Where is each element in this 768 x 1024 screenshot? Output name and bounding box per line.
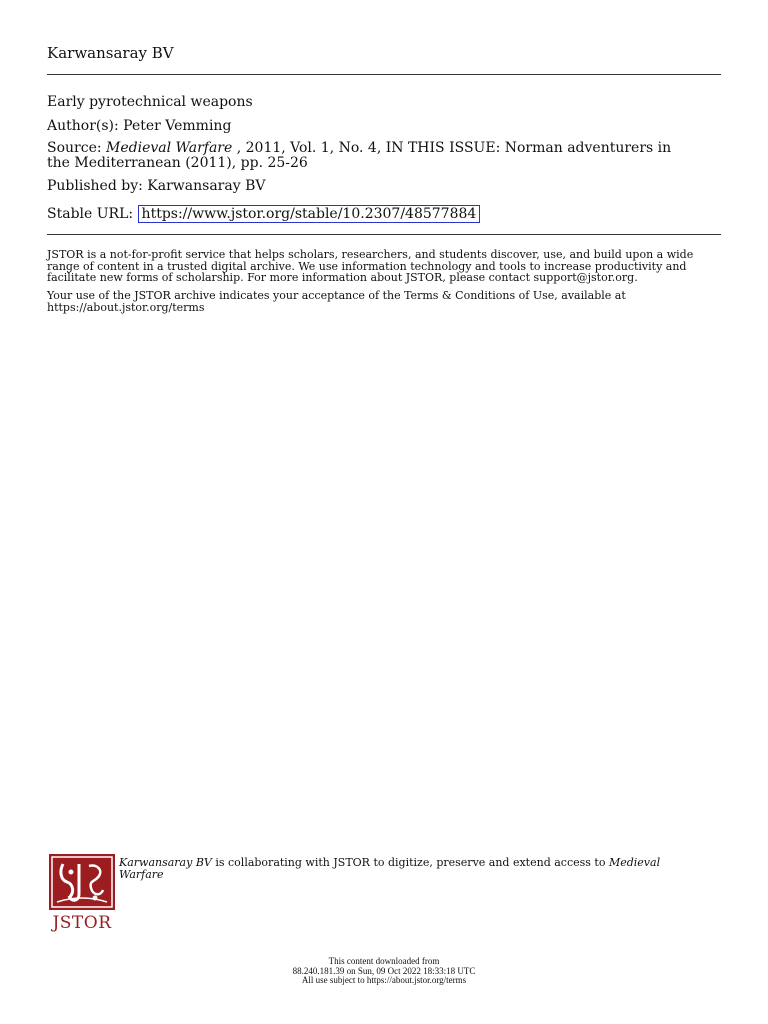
meta-divider: [47, 234, 721, 235]
download-footer: [184, 957, 584, 986]
notice-line: range of content in a trusted digital archive. We use information technology and tools to increase productivity and: [47, 259, 687, 273]
terms-line: Your use of the JSTOR archive indicates your acceptance of the Terms & Conditions of Use, available at: [47, 289, 626, 302]
terms-url[interactable]: https://about.jstor.org/terms: [47, 300, 205, 314]
footer-line: This content downloaded from: [328, 956, 440, 966]
collab-journal: Medieval: [608, 856, 661, 869]
published-by: Published by: Karwansaray BV: [47, 178, 266, 194]
notice-line: facilitate new forms of scholarship. For more information about JSTOR, please contact support@jstor.org.: [47, 271, 638, 284]
collab-journal-cont: Warfare: [119, 867, 164, 881]
notice-line: JSTOR is a not-for-profit service that helps scholars, researchers, and students discover, use, and build upon a wide: [47, 248, 694, 261]
jstor-wordmark: JSTOR: [52, 913, 112, 933]
publisher-header: Karwansaray BV: [47, 44, 174, 62]
stable-url-row: [47, 205, 721, 223]
source-details: , 2011, Vol. 1, No. 4, IN THIS ISSUE: Norman adventurers in: [232, 140, 672, 156]
jstor-logo: [49, 854, 115, 933]
article-title: Early pyrotechnical weapons: [47, 94, 253, 110]
header-divider: [47, 74, 721, 75]
jstor-notice: [47, 249, 721, 284]
footer-line: 88.240.181.39 on Sun, 09 Oct 2022 18:33:18 UTC: [292, 965, 476, 976]
article-authors: Author(s): Peter Vemming: [47, 118, 232, 134]
terms-notice: [47, 290, 721, 313]
article-source: [47, 141, 721, 171]
collaboration-statement: [119, 857, 719, 880]
stable-url-label: Stable URL:: [47, 206, 138, 222]
collab-text: is collaborating with JSTOR to digitize, preserve and extend access to: [211, 856, 609, 869]
footer-line: All use subject to https://about.jstor.org/terms: [301, 975, 467, 985]
source-details-line2: the Mediterranean (2011), pp. 25-26: [47, 155, 308, 171]
source-prefix: Source:: [47, 140, 107, 156]
source-journal: Medieval Warfare: [106, 140, 233, 156]
collab-partner: Karwansaray BV: [119, 856, 212, 869]
stable-url-link[interactable]: https://www.jstor.org/stable/10.2307/48577884: [138, 205, 481, 223]
jstor-emblem-icon: [49, 854, 115, 910]
